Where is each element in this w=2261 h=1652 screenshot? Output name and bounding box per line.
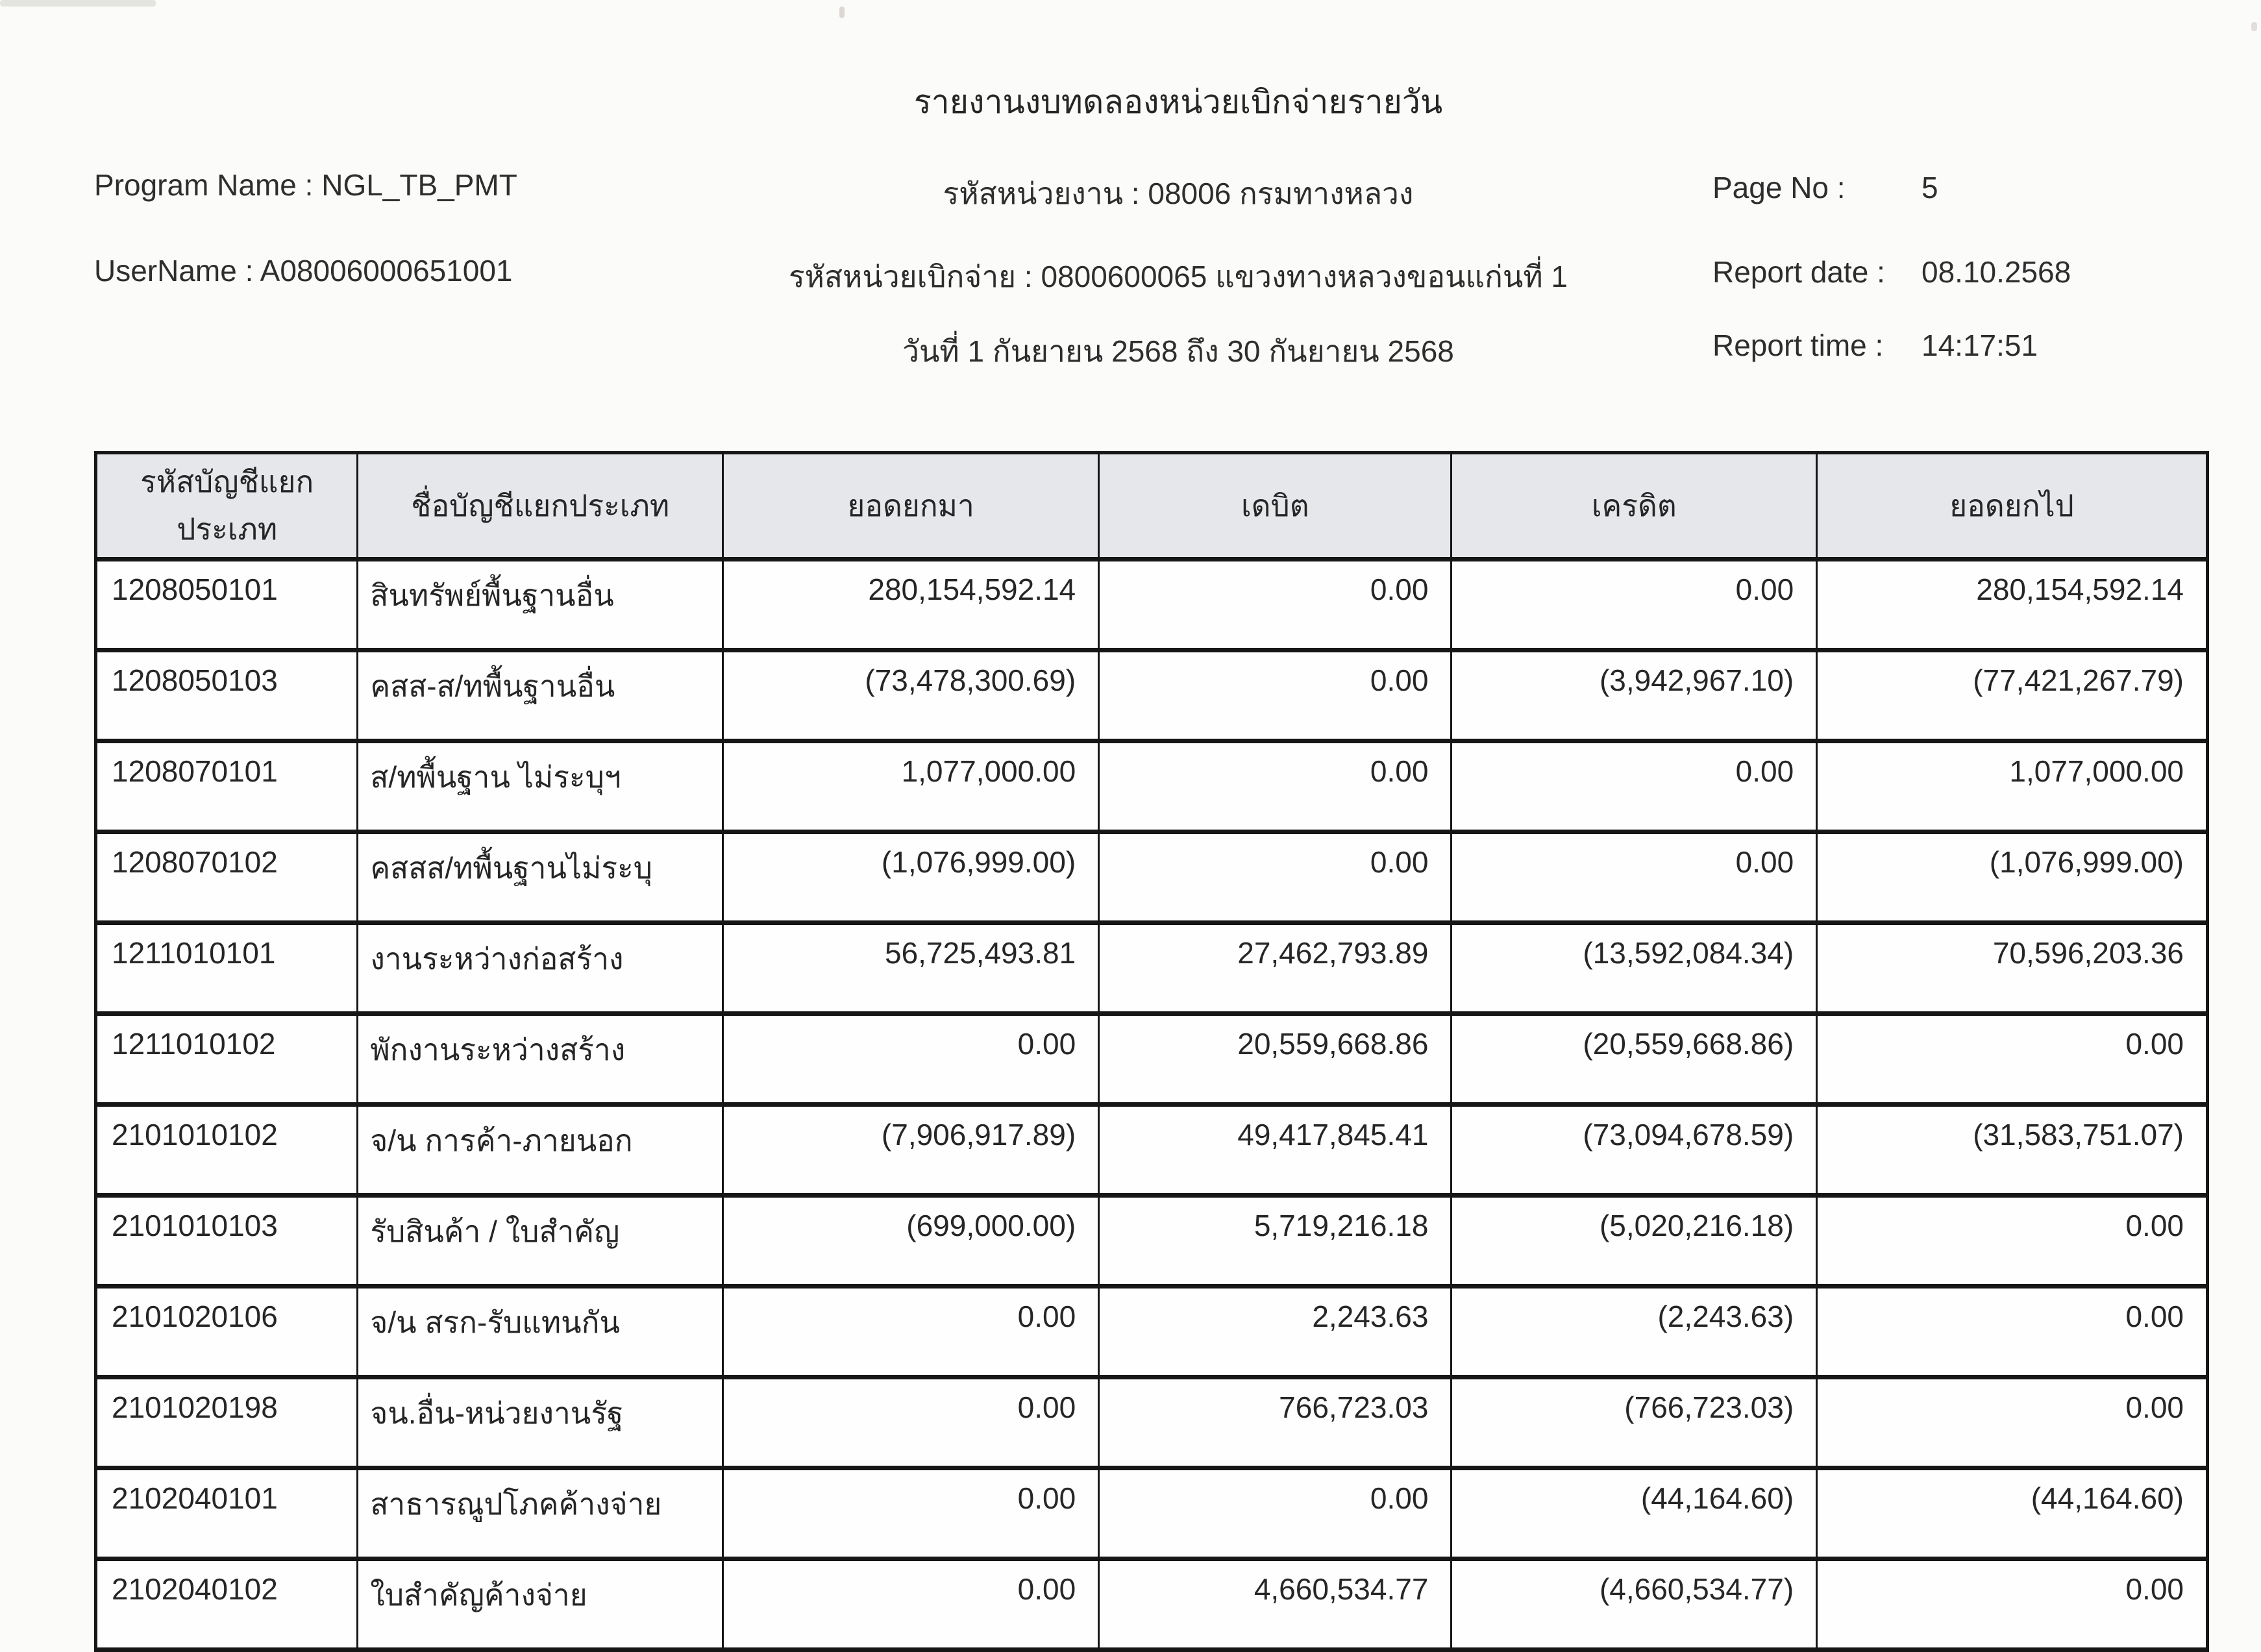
account-code-cell: 2101010102 xyxy=(96,1105,358,1196)
table-row xyxy=(96,650,2208,741)
scan-artifact xyxy=(2251,22,2257,31)
report-date-value: 08.10.2568 xyxy=(1921,255,2071,289)
amount-cell: 280,154,592.14 xyxy=(723,560,1099,650)
username-line xyxy=(94,253,512,288)
amount-cell: 5,719,216.18 xyxy=(1099,1196,1452,1287)
account-code-cell: 1211010102 xyxy=(96,1014,358,1105)
amount-cell: (73,094,678.59) xyxy=(1452,1105,1817,1196)
account-code-cell: 1208050103 xyxy=(96,650,358,741)
program-name-label: Program Name : xyxy=(94,168,314,202)
table-row xyxy=(96,1014,2208,1105)
account-name-cell: งานระหว่างก่อสร้าง xyxy=(358,923,723,1014)
report-time-value: 14:17:51 xyxy=(1921,328,2038,362)
program-name-value: NGL_TB_PMT xyxy=(321,168,517,202)
amount-cell: 0.00 xyxy=(1817,1559,2208,1650)
amount-cell: 27,462,793.89 xyxy=(1099,923,1452,1014)
amount-cell: 56,725,493.81 xyxy=(723,923,1099,1014)
table-row xyxy=(96,1287,2208,1377)
disbursement-unit-line: รหัสหน่วยเบิกจ่าย : 0800600065 แขวงทางหลวงขอนแก่นที่ 1 xyxy=(788,260,1568,293)
amount-cell: 0.00 xyxy=(1817,1196,2208,1287)
amount-cell: 1,077,000.00 xyxy=(1817,741,2208,832)
amount-cell: 70,596,203.36 xyxy=(1817,923,2208,1014)
amount-cell: 0.00 xyxy=(1099,1468,1452,1559)
account-name-cell: คสสส/ทพื้นฐานไม่ระบุ xyxy=(358,832,723,923)
amount-cell: 0.00 xyxy=(1099,560,1452,650)
table-row xyxy=(96,1105,2208,1196)
amount-cell: 0.00 xyxy=(723,1559,1099,1650)
scan-artifact xyxy=(0,0,156,6)
account-name-cell: สินทรัพย์พื้นฐานอื่น xyxy=(358,560,723,650)
account-code-cell: 1208050101 xyxy=(96,560,358,650)
report-time-label: Report time : xyxy=(1712,328,1884,362)
amount-cell: 0.00 xyxy=(1099,650,1452,741)
amount-cell: 0.00 xyxy=(1817,1287,2208,1377)
account-name-cell: สาธารณูปโภคค้างจ่าย xyxy=(358,1468,723,1559)
account-name-cell: รับสินค้า / ใบสำคัญ xyxy=(358,1196,723,1287)
table-row xyxy=(96,1377,2208,1468)
column-header-2: ยอดยกมา xyxy=(723,453,1099,560)
amount-cell: (44,164.60) xyxy=(1452,1468,1817,1559)
agency-code-line: รหัสหน่วยงาน : 08006 กรมทางหลวง xyxy=(943,177,1414,210)
amount-cell: (7,906,917.89) xyxy=(723,1105,1099,1196)
amount-cell: (13,592,084.34) xyxy=(1452,923,1817,1014)
username-label: UserName : xyxy=(94,254,254,288)
amount-cell: 0.00 xyxy=(1099,741,1452,832)
table-row xyxy=(96,741,2208,832)
amount-cell: (77,421,267.79) xyxy=(1817,650,2208,741)
amount-cell: 0.00 xyxy=(723,1287,1099,1377)
column-header-3: เดบิต xyxy=(1099,453,1452,560)
scan-artifact xyxy=(839,6,845,18)
amount-cell: 4,660,534.77 xyxy=(1099,1559,1452,1650)
amount-cell: 280,154,592.14 xyxy=(1817,560,2208,650)
column-header-0: รหัสบัญชีแยกประเภท xyxy=(96,453,358,560)
amount-cell: 0.00 xyxy=(723,1014,1099,1105)
account-name-cell: ใบสำคัญค้างจ่าย xyxy=(358,1559,723,1650)
amount-cell: 0.00 xyxy=(1452,560,1817,650)
date-range-line: วันที่ 1 กันยายน 2568 ถึง 30 กันยายน 2568 xyxy=(902,334,1454,368)
page-no-value: 5 xyxy=(1921,171,1938,204)
account-code-cell: 2101020198 xyxy=(96,1377,358,1468)
page-title: รายงานงบทดลองหน่วยเบิกจ่ายรายวัน xyxy=(913,84,1443,120)
amount-cell: 0.00 xyxy=(1817,1014,2208,1105)
program-name-line xyxy=(94,167,517,203)
amount-cell: 0.00 xyxy=(1099,832,1452,923)
username-value: A08006000651001 xyxy=(260,254,513,288)
amount-cell: (2,243.63) xyxy=(1452,1287,1817,1377)
page-no-label: Page No : xyxy=(1712,171,1846,204)
table-header-row xyxy=(96,453,2208,560)
amount-cell: 20,559,668.86 xyxy=(1099,1014,1452,1105)
amount-cell: (4,660,534.77) xyxy=(1452,1559,1817,1650)
account-code-cell: 1208070101 xyxy=(96,741,358,832)
table-row xyxy=(96,832,2208,923)
column-header-5: ยอดยกไป xyxy=(1817,453,2208,560)
table-row xyxy=(96,1196,2208,1287)
amount-cell: (73,478,300.69) xyxy=(723,650,1099,741)
table-row xyxy=(96,1559,2208,1650)
account-code-cell: 1211010101 xyxy=(96,923,358,1014)
column-header-1: ชื่อบัญชีแยกประเภท xyxy=(358,453,723,560)
account-name-cell: ส/ทพื้นฐาน ไม่ระบุฯ xyxy=(358,741,723,832)
amount-cell: (1,076,999.00) xyxy=(723,832,1099,923)
amount-cell: (20,559,668.86) xyxy=(1452,1014,1817,1105)
amount-cell: (1,076,999.00) xyxy=(1817,832,2208,923)
amount-cell: 0.00 xyxy=(1452,832,1817,923)
amount-cell: (31,583,751.07) xyxy=(1817,1105,2208,1196)
amount-cell: 766,723.03 xyxy=(1099,1377,1452,1468)
account-name-cell: จ/น การค้า-ภายนอก xyxy=(358,1105,723,1196)
column-header-4: เครดิต xyxy=(1452,453,1817,560)
report-date-label: Report date : xyxy=(1712,255,1885,289)
account-name-cell: จน.อื่น-หน่วยงานรัฐ xyxy=(358,1377,723,1468)
trial-balance-table xyxy=(94,451,2209,1652)
amount-cell: 0.00 xyxy=(1817,1377,2208,1468)
table-body xyxy=(96,560,2208,1650)
amount-cell: 0.00 xyxy=(723,1377,1099,1468)
account-name-cell: คสส-ส/ทพื้นฐานอื่น xyxy=(358,650,723,741)
amount-cell: (44,164.60) xyxy=(1817,1468,2208,1559)
account-code-cell: 2101010103 xyxy=(96,1196,358,1287)
amount-cell: 49,417,845.41 xyxy=(1099,1105,1452,1196)
account-code-cell: 2102040102 xyxy=(96,1559,358,1650)
amount-cell: (5,020,216.18) xyxy=(1452,1196,1817,1287)
amount-cell: (3,942,967.10) xyxy=(1452,650,1817,741)
table-row xyxy=(96,923,2208,1014)
amount-cell: 2,243.63 xyxy=(1099,1287,1452,1377)
account-code-cell: 1208070102 xyxy=(96,832,358,923)
amount-cell: 1,077,000.00 xyxy=(723,741,1099,832)
account-code-cell: 2102040101 xyxy=(96,1468,358,1559)
table-row xyxy=(96,1468,2208,1559)
amount-cell: 0.00 xyxy=(1452,741,1817,832)
account-name-cell: พักงานระหว่างสร้าง xyxy=(358,1014,723,1105)
account-name-cell: จ/น สรก-รับแทนกัน xyxy=(358,1287,723,1377)
table-row xyxy=(96,560,2208,650)
amount-cell: (766,723.03) xyxy=(1452,1377,1817,1468)
amount-cell: (699,000.00) xyxy=(723,1196,1099,1287)
amount-cell: 0.00 xyxy=(723,1468,1099,1559)
account-code-cell: 2101020106 xyxy=(96,1287,358,1377)
